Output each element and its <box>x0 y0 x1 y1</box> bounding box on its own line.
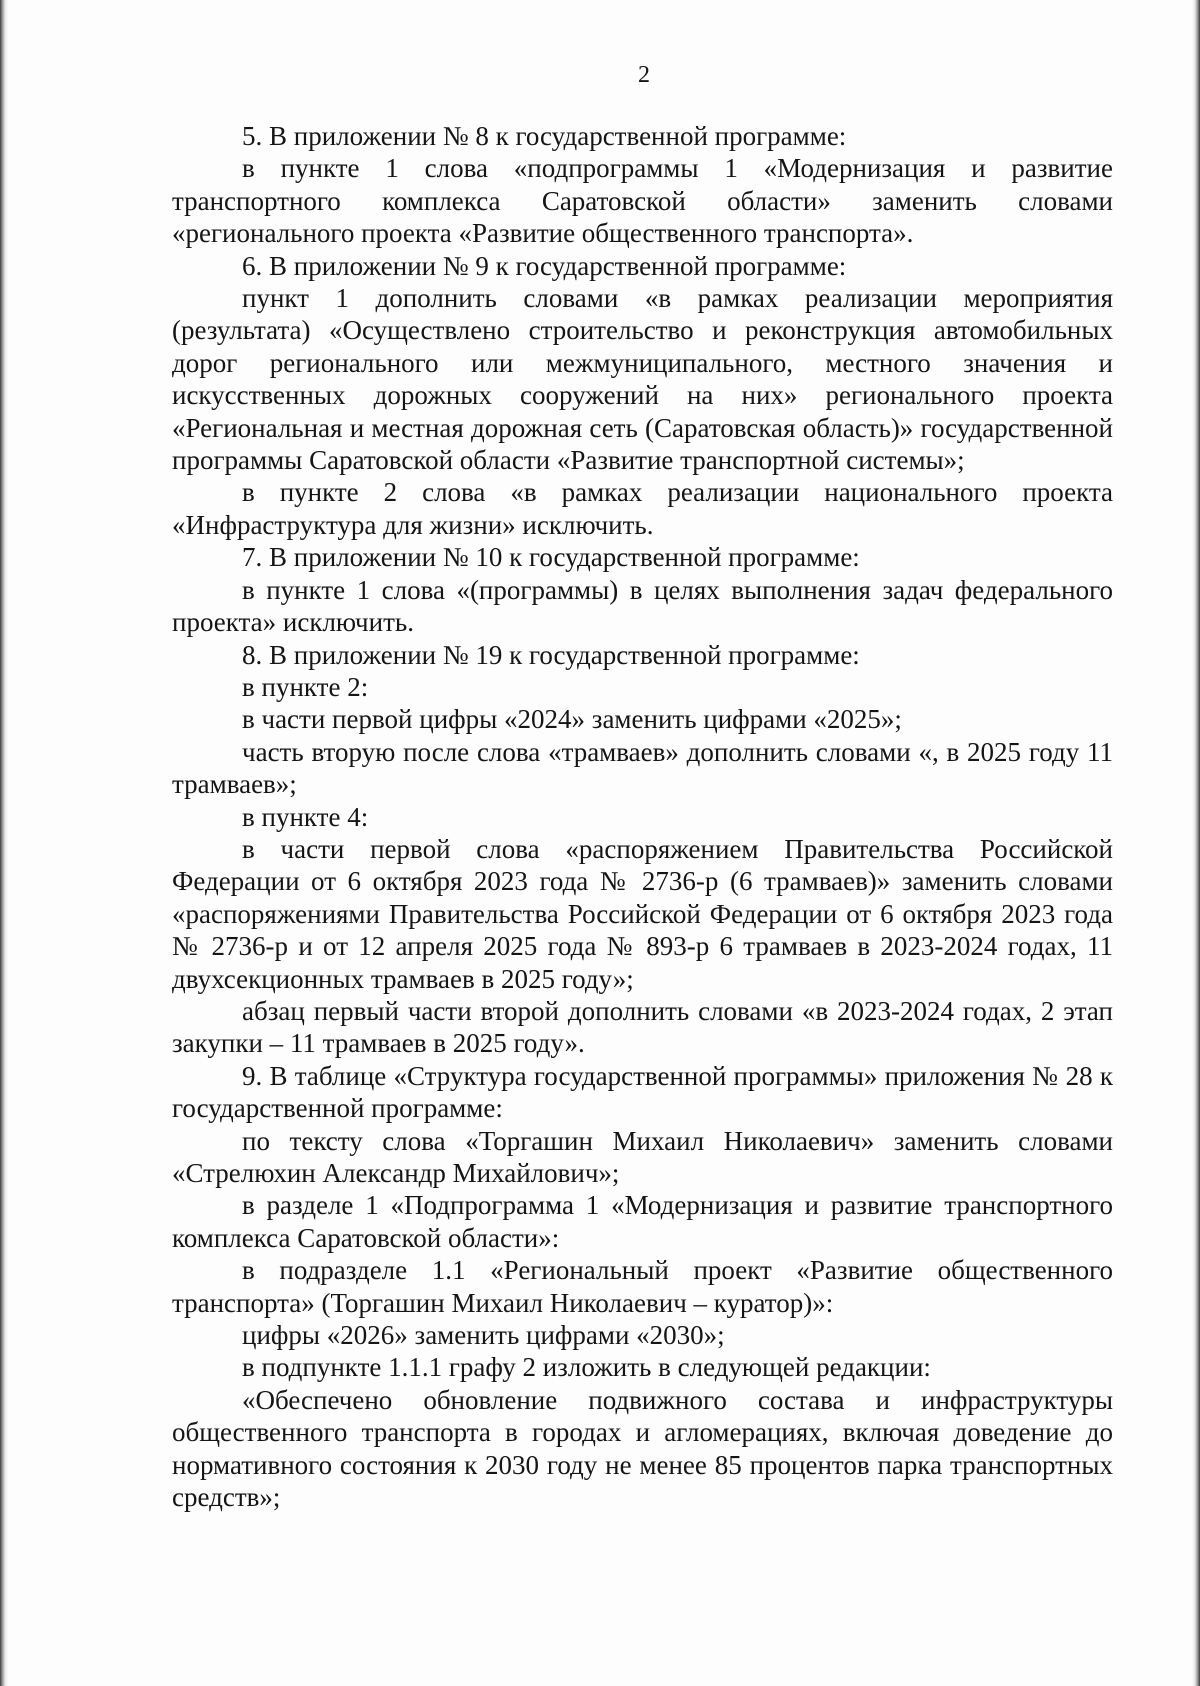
paragraph-item-9-new-wording: «Обеспечено обновление подвижного состава и инфраструктуры общественного транспорта в городах и агломерациях, включая доведение до нормативного состояния к 2030 году не менее 85 процентов парка транспортных средств»; <box>172 1384 1113 1513</box>
paragraph-item-7-point-1: в пункте 1 слова «(программы) в целях выполнения задач федерального проекта» исключить. <box>172 574 1113 638</box>
paragraph-item-9-years-change: цифры «2026» заменить цифрами «2030»; <box>242 1320 725 1351</box>
paragraph-item-8-point-4-part-2: абзац первый части второй дополнить словами «в 2023-2024 годах, 2 этап закупки – 11 трамваев в 2025 году». <box>172 995 1113 1059</box>
paragraph-item-6-heading: 6. В приложении № 9 к государственной программе: <box>242 250 847 281</box>
paragraph-item-9-subpoint-1-1-1: в подпункте 1.1.1 графу 2 изложить в следующей редакции: <box>242 1352 931 1383</box>
paragraph-item-5-point-1: в пункте 1 слова «подпрограммы 1 «Модернизация и развитие транспортного комплекса Саратовской области» заменить словами «регионального проекта «Развитие общественного транспорта». <box>172 153 1113 249</box>
paragraph-item-9-section-1: в разделе 1 «Подпрограмма 1 «Модернизация и развитие транспортного комплекса Саратовской области»: <box>172 1190 1113 1253</box>
document-body <box>172 120 1113 1513</box>
paragraph-item-8-point-2-part-2: часть вторую после слова «трамваев» дополнить словами «, в 2025 году 11 трамваев»; <box>172 736 1113 800</box>
paragraph-item-8-point-4-part-1: в части первой слова «распоряжением Правительства Российской Федерации от 6 октября 2023 года № 2736-р (6 трамваев)» заменить словами «распоряжениями Правительства Российской Федерации от 6 октября 2023 года № 2736-р и от 12 апреля 2025 года № 893-р 6 трамваев в 2023-2024 годах, 11 двухсекционных трамваев в 2025 году»; <box>172 833 1113 994</box>
paragraph-item-9-heading: 9. В таблице «Структура государственной программы» приложения № 28 к государственной программе: <box>172 1060 1113 1124</box>
scan-edge-left <box>0 0 8 1686</box>
paragraph-item-9-subsection-1-1: в подразделе 1.1 «Региональный проект «Развитие общественного транспорта» (Торгашин Михаил Николаевич – куратор)»: <box>172 1255 1113 1318</box>
paragraph-item-8-point-2-label: в пункте 2: <box>242 671 369 702</box>
paragraph-item-8-heading: 8. В приложении № 19 к государственной программе: <box>242 639 860 670</box>
scan-edge-right <box>1192 0 1200 1686</box>
paragraph-item-8-point-2-part-1: в части первой цифры «2024» заменить цифрами «2025»; <box>242 704 902 735</box>
paragraph-item-8-point-4-label: в пункте 4: <box>242 801 369 832</box>
page-number: 2 <box>638 62 650 88</box>
paragraph-item-9-replace-name: по тексту слова «Торгашин Михаил Николаевич» заменить словами «Стрелюхин Александр Михайлович»; <box>172 1125 1113 1188</box>
paragraph-item-7-heading: 7. В приложении № 10 к государственной программе: <box>242 542 860 573</box>
paragraph-item-6-point-2: в пункте 2 слова «в рамках реализации национального проекта «Инфраструктура для жизни» исключить. <box>172 477 1113 540</box>
paragraph-item-6-point-1: пункт 1 дополнить словами «в рамках реализации мероприятия (результата) «Осуществлено строительство и реконструкция автомобильных дорог регионального или межмуниципального, местного значения и искусственных дорожных сооружений на них» регионального проекта «Региональная и местная дорожная сеть (Саратовская область)» государственной программы Саратовской области «Развитие транспортной системы»; <box>172 283 1113 476</box>
paragraph-item-5-heading: 5. В приложении № 8 к государственной программе: <box>242 121 847 151</box>
